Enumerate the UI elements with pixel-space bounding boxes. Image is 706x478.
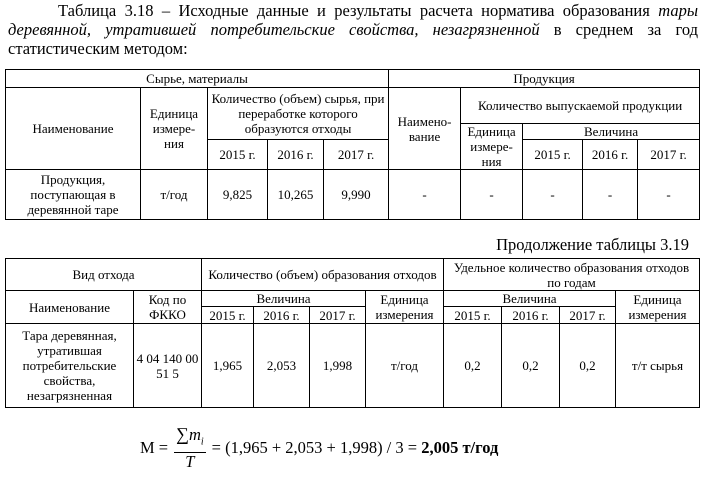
sum-symbol: ∑ xyxy=(176,424,189,445)
cell-quantity-unit: т/год xyxy=(366,324,444,408)
cell-product-unit: - xyxy=(461,170,523,220)
header-year: 2015 г. xyxy=(444,307,502,324)
header-unit: Единица измерения xyxy=(366,291,444,324)
header-specific-quantity: Удельное количество образования отходов по годам xyxy=(444,259,700,291)
header-year: 2016 г. xyxy=(268,140,324,170)
header-year: 2015 г. xyxy=(208,140,268,170)
header-fkko: Код по ФККО xyxy=(134,291,202,324)
header-unit: Единица измерения xyxy=(616,291,700,324)
sum-variable: m xyxy=(188,425,201,445)
header-name: Наименование xyxy=(6,291,134,324)
header-year: 2016 г. xyxy=(254,307,310,324)
cell-unit: т/год xyxy=(141,170,208,220)
header-year: 2015 г. xyxy=(202,307,254,324)
header-year: 2017 г. xyxy=(560,307,616,324)
sum-subscript: i xyxy=(200,436,204,448)
cell-fkko: 4 04 140 00 51 5 xyxy=(134,324,202,408)
header-product-unit: Единица измере-ния xyxy=(461,124,523,170)
header-product-quantity: Количество выпускаемой продукции xyxy=(461,88,700,124)
waste-table xyxy=(5,258,700,408)
header-raw-materials: Сырье, материалы xyxy=(6,70,389,88)
header-value: Величина xyxy=(202,291,366,307)
header-year: 2015 г. xyxy=(523,140,583,170)
header-unit: Единица измере-ния xyxy=(141,88,208,170)
header-raw-quantity: Количество (объем) сырья, при переработке которого образуются отходы xyxy=(208,88,389,140)
header-product-value: Величина xyxy=(523,124,700,140)
cell-name: Продукция, поступающая в деревянной таре xyxy=(6,170,141,220)
raw-materials-table xyxy=(5,69,700,220)
formula xyxy=(140,424,499,471)
header-product-name: Наимено-вание xyxy=(389,88,461,170)
formula-lhs: М = xyxy=(140,438,169,457)
header-name: Наименование xyxy=(6,88,141,170)
header-waste-type: Вид отхода xyxy=(6,259,202,291)
cell-value: 10,265 xyxy=(268,170,324,220)
header-year: 2017 г. xyxy=(638,140,700,170)
cell-quantity: 1,965 xyxy=(202,324,254,408)
caption-prefix: Таблица 3.18 – Исходные данные и результаты расчета норматива образования xyxy=(58,1,650,20)
cell-product-value: - xyxy=(583,170,638,220)
continuation-label: Продолжение таблицы 3.19 xyxy=(496,235,689,254)
header-products: Продукция xyxy=(389,70,700,88)
cell-product-value: - xyxy=(638,170,700,220)
cell-specific: 0,2 xyxy=(502,324,560,408)
cell-specific: 0,2 xyxy=(560,324,616,408)
header-year: 2016 г. xyxy=(502,307,560,324)
header-value: Величина xyxy=(444,291,616,307)
cell-product-value: - xyxy=(523,170,583,220)
cell-product-name: - xyxy=(389,170,461,220)
cell-value: 9,990 xyxy=(324,170,389,220)
cell-value: 9,825 xyxy=(208,170,268,220)
formula-result: 2,005 т/год xyxy=(421,438,499,457)
cell-quantity: 1,998 xyxy=(310,324,366,408)
caption-italic: тары деревянной, утратившей потребительские свойства, незагрязненной xyxy=(8,1,699,39)
formula-denominator: T xyxy=(185,451,195,471)
formula-fraction xyxy=(174,425,206,470)
cell-waste-name: Тара деревянная, утратившая потребительские свойства, незагрязненная xyxy=(6,324,134,408)
header-waste-quantity: Количество (объем) образования отходов xyxy=(202,259,444,291)
header-year: 2017 г. xyxy=(324,140,389,170)
header-year: 2017 г. xyxy=(310,307,366,324)
cell-specific-unit: т/т сырья xyxy=(616,324,700,408)
cell-quantity: 2,053 xyxy=(254,324,310,408)
header-year: 2016 г. xyxy=(583,140,638,170)
formula-numerator xyxy=(174,425,206,452)
cell-specific: 0,2 xyxy=(444,324,502,408)
caption-suffix: в среднем за год статистическим методом: xyxy=(8,20,699,58)
table-caption xyxy=(8,1,698,58)
formula-rhs: = (1,965 + 2,053 + 1,998) / 3 = xyxy=(211,438,418,457)
